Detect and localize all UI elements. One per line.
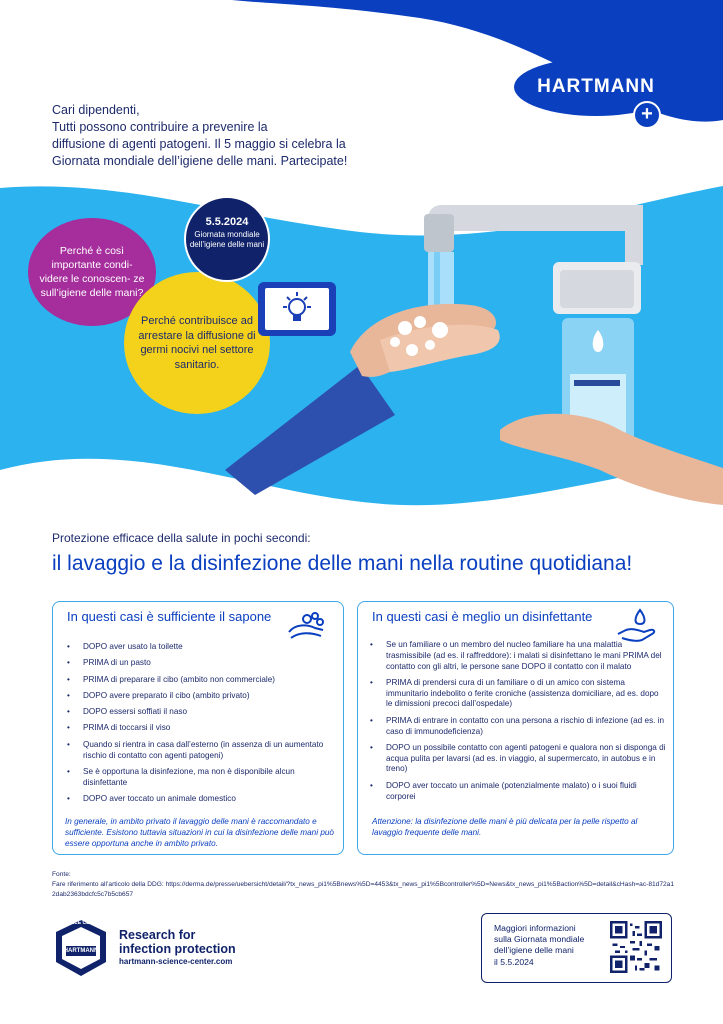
lightbulb-icon xyxy=(265,288,329,330)
source-link[interactable]: Fare riferimento all’articolo della DDG: https://derma.de/presse/uebersicht/detail/?tx_news_pi1%5Bnews%5D=4453&tx_news_pi1%5Bcontroller%5D=News&tx_news_pi1%5Baction%5D=detail&cHash=ac-81d72a12dab2363bdcfc5c7b5cb657 xyxy=(52,881,674,898)
list-item: • DOPO aver toccato un animale (potenzialmente malato) o i suoi fluidi corporei xyxy=(368,781,666,803)
soap-box xyxy=(52,601,344,855)
list-item: • DOPO avere preparato il cibo (ambito privato) xyxy=(65,691,335,702)
more-info-box xyxy=(481,913,672,983)
list-item: • DOPO aver toccato un animale domestico xyxy=(65,794,335,805)
intro-text xyxy=(52,102,412,170)
hartmann-logo: HARTMANN xyxy=(514,58,678,116)
soap-note: In generale, in ambito privato il lavaggio delle mani è raccomandato e sufficiente. Esistono tuttavia situazioni in cui la disinfezione delle mani può essere opportuna anche in ambito privato. xyxy=(65,817,334,848)
sub-heading: Protezione efficace della salute in pochi secondi: xyxy=(52,531,311,545)
date-text: 5.5.2024 xyxy=(205,216,249,228)
hand-washing-icon xyxy=(285,610,327,642)
list-item: • PRIMA di un pasto xyxy=(65,658,335,669)
info-line: Maggiori informazioni xyxy=(494,923,576,933)
date-badge xyxy=(184,196,270,282)
date-subtitle: Giornata mondiale dell’igiene delle mani xyxy=(189,230,265,249)
disinfectant-note: Attenzione: la disinfezione delle mani è più delicata per la pelle rispetto al lavaggio frequente delle mani. xyxy=(372,817,638,837)
intro-line: diffusione di agenti patogeni. Il 5 maggio si celebra la xyxy=(52,137,346,151)
disinfectant-box xyxy=(357,601,674,855)
list-item: • Quando si rientra in casa dall’esterno (in assenza di un aumentato rischio di contatto con agenti patogeni) xyxy=(65,740,335,762)
science-center-link[interactable]: hartmann-science-center.com xyxy=(119,957,233,966)
list-item: • DOPO un possibile contatto con agenti patogeni e qualora non si disponga di acqua pulita per lavarsi (ad es. in viaggio, al supermercato, in autobus e in treno) xyxy=(368,743,666,775)
research-subtitle: infection protection xyxy=(119,942,236,956)
source-label: Fonte: xyxy=(52,871,71,878)
intro-line: Giornata mondiale dell’igiene delle mani. Partecipate! xyxy=(52,154,348,168)
source-note xyxy=(52,870,677,900)
badge-top-text: SCIENCE CENTER xyxy=(58,920,104,926)
plus-icon: + xyxy=(633,101,661,129)
hand-drop-icon xyxy=(616,608,660,644)
soap-list xyxy=(65,642,335,810)
info-line: sulla Giornata mondiale xyxy=(494,934,585,945)
info-line: il 5.5.2024 xyxy=(494,956,534,967)
list-item: • Se un familiare o un membro del nucleo familiare ha una malattia trasmissibile (ad es. il raffreddore): i malati si disinfettano le mani PRIMA del contatto con gli altri, le persone sane DOPO il contatto con il malato xyxy=(368,640,666,672)
qr-code-icon[interactable] xyxy=(610,921,662,973)
list-item: • PRIMA di entrare in contatto con una persona a rischio di infezione (ad es. in caso di immunodeficienza) xyxy=(368,716,666,738)
answer-bubble: Perché contribuisce ad arrestare la diffusione di germi nocivi nel settore sanitario. xyxy=(124,272,270,414)
disinfectant-box-title: In questi casi è meglio un disinfettante xyxy=(372,609,593,624)
research-title: Research for xyxy=(119,928,196,942)
info-line: dell’igiene delle mani xyxy=(494,945,574,956)
more-info-text xyxy=(494,923,584,968)
list-item: • PRIMA di prendersi cura di un familiare o di un amico con sistema immunitario indebolito o ferite croniche (assistenza domiciliare, ad es. dopo le dimissioni precoci dall’ospedale) xyxy=(368,678,666,710)
list-item: • DOPO essersi soffiati il naso xyxy=(65,707,335,718)
list-item: • DOPO aver usato la toilette xyxy=(65,642,335,653)
list-item: • PRIMA di preparare il cibo (ambito non commerciale) xyxy=(65,675,335,686)
intro-line: Tutti possono contribuire a prevenire la xyxy=(52,120,268,134)
badge-bottom-text: HARTMANN xyxy=(63,948,99,954)
list-item: • PRIMA di toccarsi il viso xyxy=(65,723,335,734)
list-item: • Se è opportuna la disinfezione, ma non è disponibile alcun disinfettante xyxy=(65,767,335,789)
question-bubble: Perché è così importante condi- videre le conoscen- ze sull’igiene delle mani? xyxy=(28,218,156,326)
main-heading: il lavaggio e la disinfezione delle mani nella routine quotidiana! xyxy=(52,552,633,575)
soap-box-title: In questi casi è sufficiente il sapone xyxy=(67,609,272,624)
disinfectant-list xyxy=(368,640,666,808)
intro-greeting: Cari dipendenti, xyxy=(52,103,140,117)
